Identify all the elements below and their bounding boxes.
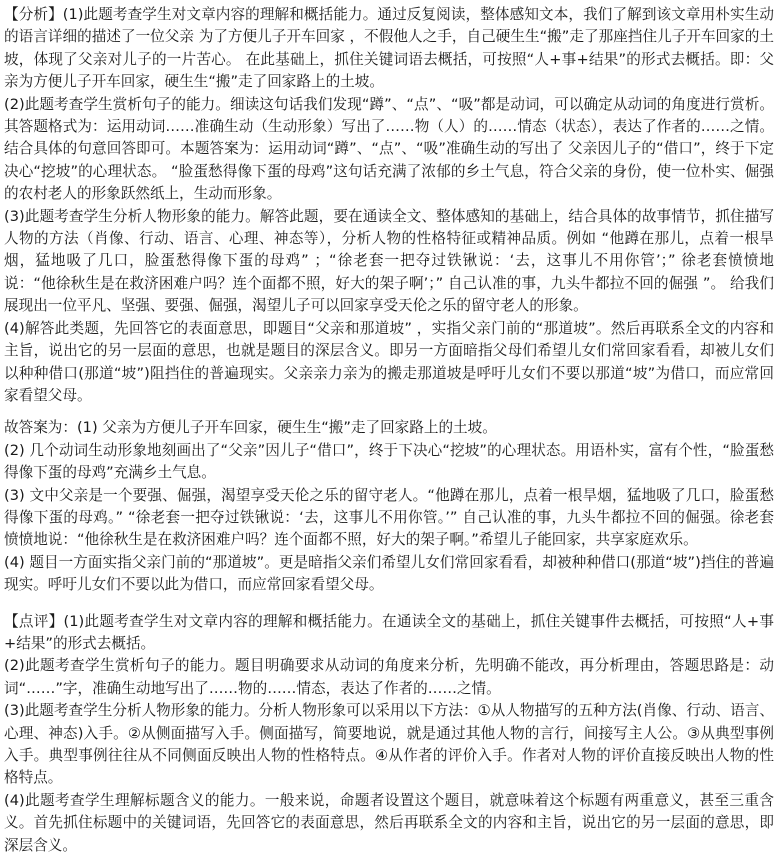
section-spacer — [4, 407, 774, 417]
answer-paragraph-4: (4) 题目一方面实指父亲门前的“那道坡”。更是暗指父亲们希望儿女们常回家看看，却被种种借口(那道“坡”)挡住的普遍现实。呼吁儿女们不要以此为借口，而应常回家看望父母。 — [4, 553, 774, 594]
comment-paragraph-2: (2)此题考查学生赏析句子的能力。题目明确要求从动词的角度来分析，先明确不能改，再分析理由，答题思路是：动词“……”字，准确生动地写出了……物的……情态，表达了作者的……之情。 — [4, 657, 774, 697]
analysis-paragraph-2: (2)此题考查学生赏析句子的能力。细读这句话我们发现“蹲”、“点”、“吸”都是动词，可以确定从动词的角度进行赏析。其答题格式为：运用动词……准确生动（生动形象）写出了……物（人）的……情态（状态），表达了作者的……之情。结合具体的句意回答即可。本题答案为：运用动词“蹲”、“点”、“吸”准确生动的写出了 父亲因儿子的“借口”，终于下定决心“挖坡”的心理状态。 “脸蛋愁得像下蛋的母鸡”这句话充满了浓郁的乡土气息，符合父亲的身份，使一位朴实、倔强的农村老人的形象跃然纸上，生动而形象。 — [4, 95, 774, 203]
answer-paragraph-1: 故答案为：(1) 父亲为方便儿子开车回家，硬生生“搬”走了回家路上的土坡。 — [4, 419, 497, 437]
answer-section — [4, 417, 774, 596]
answer-paragraph-3: (3) 文中父亲是一个要强、倔强，渴望享受天伦之乐的留守老人。“他蹲在那儿，点着一根旱烟，猛地吸了几口，脸蛋愁得像下蛋的母鸡。” “徐老套一把夺过铁锹说：‘去，这事儿不用你管。’” 自己认准的事，九头牛都拉不回的倔强。徐老套愤愤地说：“他徐秋生是在救济困难户吗？连个面都不照，好大的架子啊。”希望儿子能回家，共享家庭欢乐。 — [4, 486, 774, 549]
analysis-paragraph-3: (3)此题考查学生分析人物形象的能力。解答此题，要在通读全文、整体感知的基础上，结合具体的故事情节，抓住描写人物的方法（肖像、行动、语言、心理、神态等），分析人物的性格特征或精神品质。例如 “他蹲在那儿，点着一根旱烟，猛地吸了几口，脸蛋愁得像下蛋的母鸡” ；“徐老套一把夺过铁锹说：‘去，这事儿不用你管’；” 徐老套愤愤地说：“他徐秋生是在救济困难户吗？连个面都不照，好大的架子啊’；” 自己认准的事，九头牛都拉不回的倔强 ”。 给我们展现出一位平凡、坚强、要强、倔强，渴望儿子可以回家享受天伦之乐的留守老人的形象。 — [4, 207, 774, 315]
section-spacer — [4, 597, 774, 611]
comment-section — [4, 611, 774, 857]
analysis-paragraph-1: 【分析】(1)此题考查学生对文章内容的理解和概括能力。通过反复阅读，整体感知文本，我们了解到该文章用朴实生动的语言详细的描述了一位父亲 为了方便儿子开车回家 ，不假他人之手，自己硬生生“搬”走了那座挡住儿子开车回家的土坡，体现了父亲对儿子的一片苦心。 在此基础上，抓住关键词语去概括，可按照“人+事+结果”的形式去概括。即：父亲为方便儿子开车回家，硬生生“搬”走了回家路上的土坡。 — [4, 6, 774, 91]
answer-paragraph-2: (2) 几个动词生动形象地刻画出了“父亲”因儿子“借口”，终于下决心“挖坡”的心理状态。用语朴实，富有个性，“脸蛋愁得像下蛋的母鸡”充满乡土气息。 — [4, 441, 774, 482]
comment-paragraph-3: (3)此题考查学生分析人物形象的能力。分析人物形象可以采用以下方法：①从人物描写的五种方法(肖像、行动、语言、心理、神态)入手。②从侧面描写入手。侧面描写，简要地说，就是通过其他人物的言行，间接写主人公。③从典型事例入手。典型事例往往从不同侧面反映出人物的性格特点。④从作者的评价入手。作者对人物的评价直接反映出人物的性格特点。 — [4, 702, 774, 787]
comment-paragraph-1: 【点评】(1)此题考查学生对文章内容的理解和概括能力。在通读全文的基础上，抓住关键事件去概括，可按照“人+事+结果”的形式去概括。 — [4, 612, 774, 652]
analysis-paragraph-4: (4)解答此类题，先回答它的表面意思，即题目“父亲和那道坡” ，实指父亲门前的“那道坡”。然后再联系全文的内容和主旨，说出它的另一层面的意思，也就是题目的深层含义。即另一方面暗指父母们希望儿女们常回家看看，却被儿女们以种种借口(那道“坡”)阻挡住的普遍现实。父亲亲力亲为的搬走那道坡是呼吁儿女们不要以那道“坡”为借口，而应常回家看望父母。 — [4, 319, 774, 404]
analysis-section — [4, 4, 774, 407]
comment-paragraph-4: (4)此题考查学生理解标题含义的能力。一般来说，命题者设置这个题目，就意味着这个标题有两重意义，甚至三重含义。首先抓住标题中的关键词语，先回答它的表面意思，然后再联系全文的内容和主旨，说出它的另一层面的意思，即深层含义。 — [4, 791, 774, 854]
